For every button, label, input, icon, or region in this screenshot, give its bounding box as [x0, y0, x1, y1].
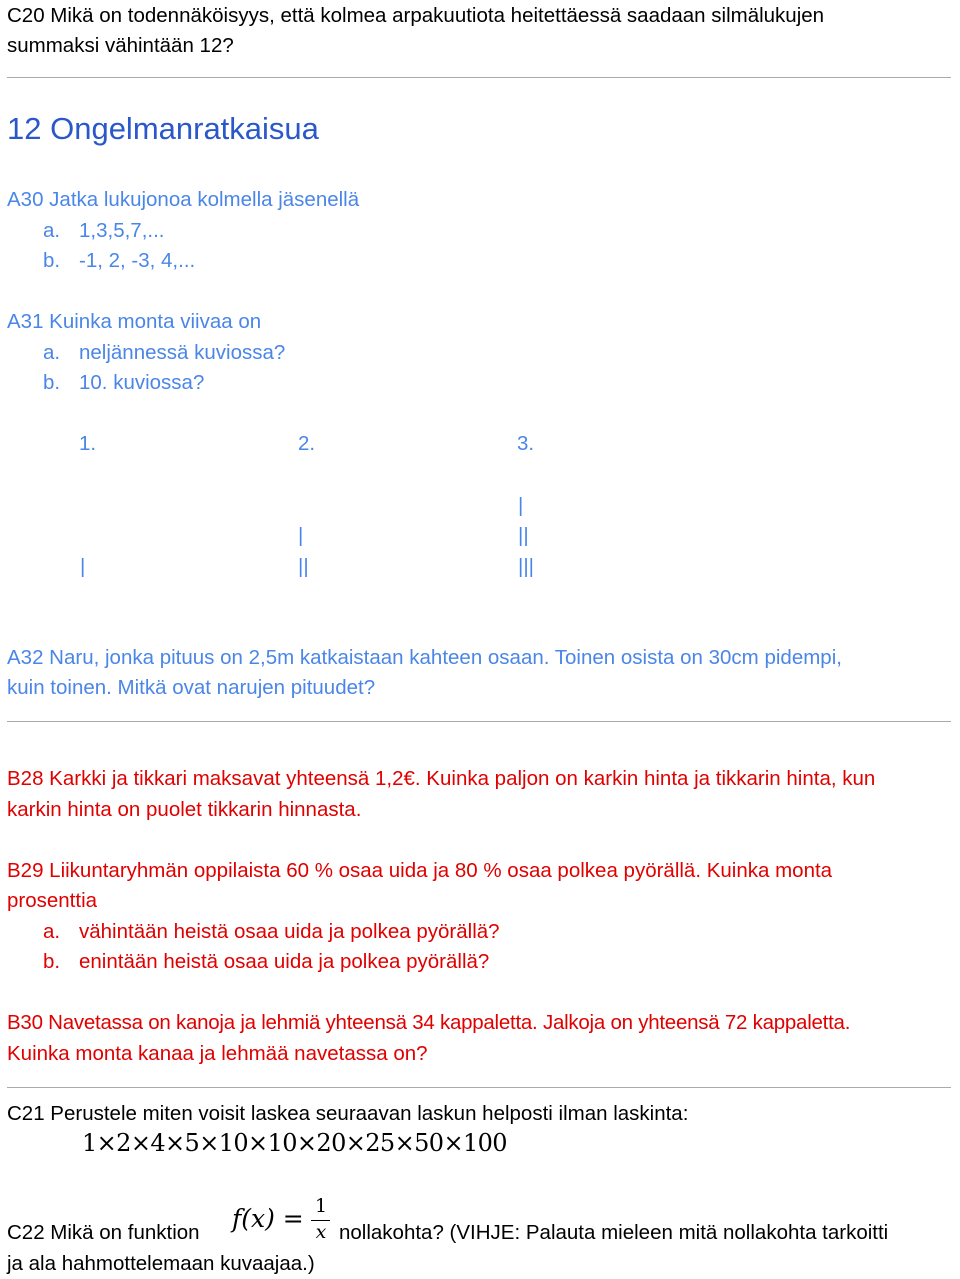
figure-2-row-1: | — [298, 524, 304, 547]
figure-3-row-2: || — [518, 524, 529, 547]
figure-1-label: 1. — [79, 432, 97, 455]
figure-3-label: 3. — [517, 432, 535, 455]
list-marker: b. — [43, 249, 61, 272]
list-marker: b. — [43, 371, 61, 394]
a31-title: A31 Kuinka monta viivaa on — [7, 310, 262, 333]
figure-1-row-1: | — [80, 555, 86, 578]
list-item-text: 10. kuviossa? — [79, 371, 205, 394]
c22-prefix: C22 Mikä on funktion — [7, 1221, 200, 1244]
c22-suffix: nollakohta? (VIHJE: Palauta mieleen mitä nollakohta tarkoitti — [339, 1221, 889, 1244]
figure-3-row-3: ||| — [518, 555, 534, 578]
list-item-text: 1,3,5,7,... — [79, 219, 165, 242]
c22-function-lhs: f(x) = — [232, 1204, 304, 1233]
divider — [7, 1087, 951, 1088]
b28-line-2: karkin hinta on puolet tikkarin hinnasta. — [7, 798, 362, 821]
divider — [7, 77, 951, 78]
list-marker: a. — [43, 219, 61, 242]
list-item-text: vähintään heistä osaa uida ja polkea pyörällä? — [79, 920, 500, 943]
c20-line-1: C20 Mikä on todennäköisyys, että kolmea arpakuutiota heitettäessä saadaan silmälukujen — [7, 4, 825, 27]
b28-line-1: B28 Karkki ja tikkari maksavat yhteensä 1,2€. Kuinka paljon on karkin hinta ja tikkarin hinta, kun — [7, 767, 876, 790]
a30-title: A30 Jatka lukujonoa kolmella jäsenellä — [7, 188, 360, 211]
b29-line-1: B29 Liikuntaryhmän oppilaista 60 % osaa uida ja 80 % osaa polkea pyörällä. Kuinka monta — [7, 859, 833, 882]
c21-expression: 1×2×4×5×10×10×20×25×50×100 — [82, 1129, 507, 1157]
divider — [7, 721, 951, 722]
c22-fraction-numerator: 1 — [314, 1195, 328, 1217]
list-item-text: -1, 2, -3, 4,... — [79, 249, 196, 272]
figure-3-row-1: | — [518, 494, 524, 517]
c20-line-2: summaksi vähintään 12? — [7, 34, 234, 57]
b29-line-2: prosenttia — [7, 889, 98, 912]
c22-line-2: ja ala hahmottelemaan kuvaajaa.) — [7, 1252, 315, 1275]
a32-line-2: kuin toinen. Mitkä ovat narujen pituudet? — [7, 676, 376, 699]
figure-2-label: 2. — [298, 432, 316, 455]
list-marker: a. — [43, 920, 61, 943]
c22-fraction-denominator: x — [315, 1221, 327, 1243]
list-marker: a. — [43, 341, 61, 364]
section-title: 12 Ongelmanratkaisua — [7, 111, 319, 146]
list-marker: b. — [43, 950, 61, 973]
list-item-text: enintään heistä osaa uida ja polkea pyörällä? — [79, 950, 490, 973]
c21-line-1: C21 Perustele miten voisit laskea seuraavan laskun helposti ilman laskinta: — [7, 1102, 689, 1125]
b30-line-1: B30 Navetassa on kanoja ja lehmiä yhteensä 34 kappaletta. Jalkoja on yhteensä 72 kappaletta. — [7, 1011, 851, 1034]
figure-2-row-2: || — [298, 555, 309, 578]
list-item-text: neljännessä kuviossa? — [79, 341, 286, 364]
b30-line-2: Kuinka monta kanaa ja lehmää navetassa on? — [7, 1042, 428, 1065]
a32-line-1: A32 Naru, jonka pituus on 2,5m katkaistaan kahteen osaan. Toinen osista on 30cm pidempi, — [7, 646, 842, 669]
